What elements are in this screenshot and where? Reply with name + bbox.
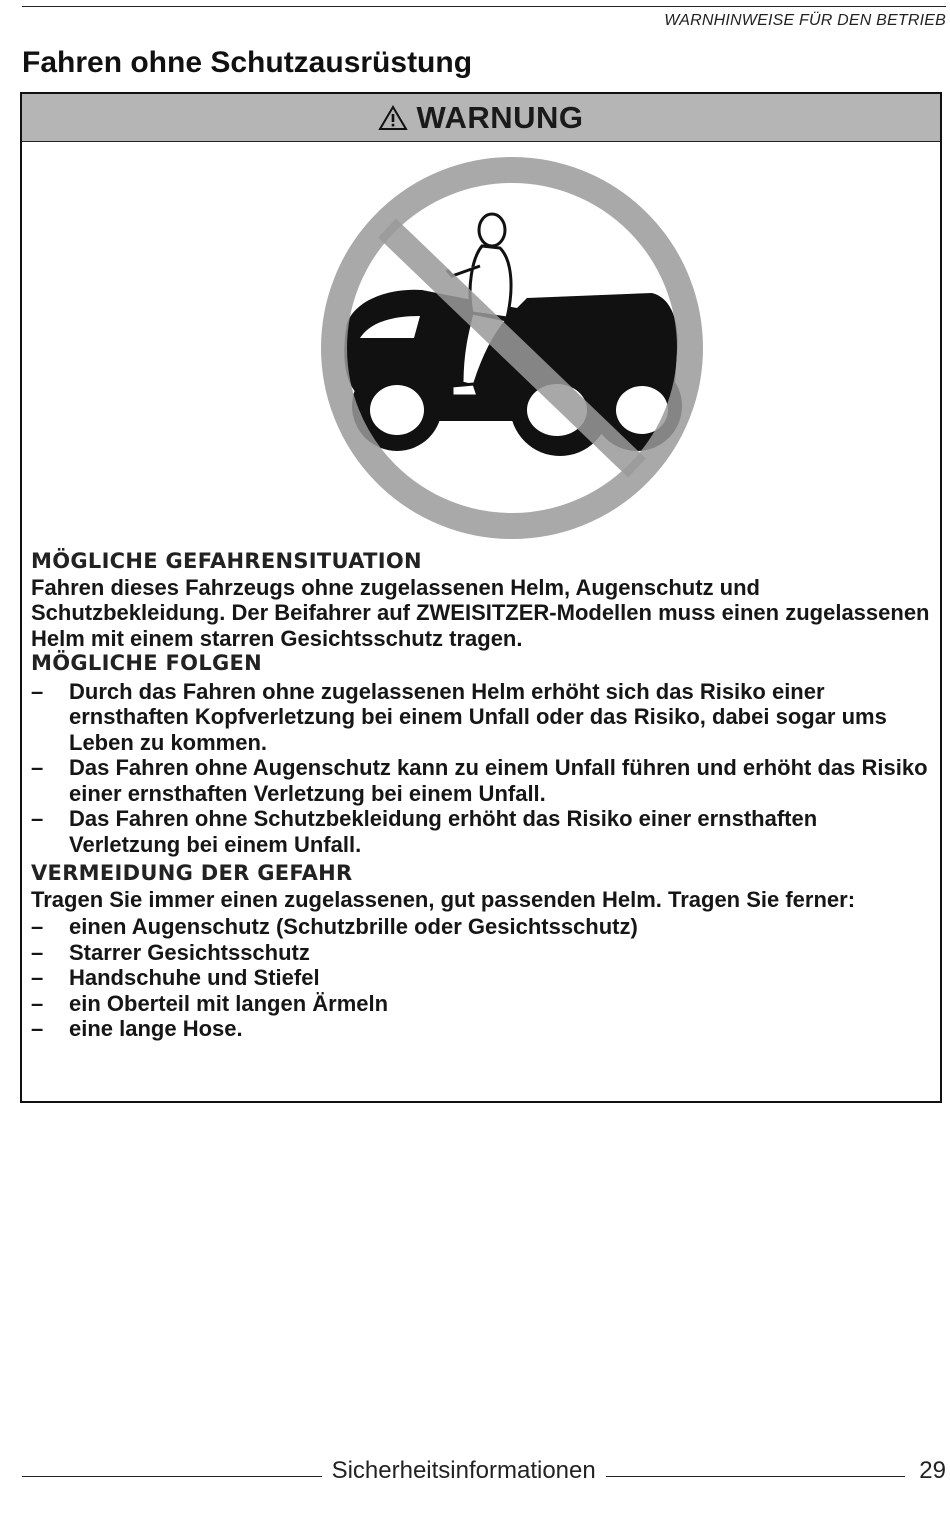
hazard-text: Fahren dieses Fahrzeugs ohne zugelassenen Helm, Augenschutz und Schutzbekleidung. Der Beifahrer auf ZWEISITZER-Modellen muss einen zugelassenen Helm mit einem starren Gesichtsschutz tragen. <box>31 574 930 651</box>
avoidance-list <box>31 914 932 1042</box>
warning-label: WARNUNG <box>416 99 584 135</box>
footer-text: Sicherheitsinformationen <box>331 1457 596 1484</box>
list-item: – Das Fahren ohne Schutzbekleidung erhöht das Risiko einer ernsthaften Verletzung bei einem Unfall. <box>31 806 932 857</box>
section-title: Fahren ohne Schutzausrüstung <box>22 46 473 79</box>
list-item: – einen Augenschutz (Schutzbrille oder Gesichtsschutz) <box>31 914 932 940</box>
warning-content <box>31 549 932 1042</box>
avoidance-text: Tragen Sie immer einen zugelassenen, gut passenden Helm. Tragen Sie ferner: <box>31 886 856 912</box>
consequences-heading: MÖGLICHE FOLGEN <box>31 651 263 675</box>
avoidance-heading: VERMEIDUNG DER GEFAHR <box>31 861 353 885</box>
warning-header <box>22 94 940 142</box>
list-item: – Starrer Gesichtsschutz <box>31 940 932 966</box>
list-item: – ein Oberteil mit langen Ärmeln <box>31 991 932 1017</box>
list-item: – Handschuhe und Stiefel <box>31 965 932 991</box>
footer-rule-right <box>606 1476 906 1477</box>
footer-rule-left <box>22 1476 322 1477</box>
list-item: – Das Fahren ohne Augenschutz kann zu einem Unfall führen und erhöht das Risiko einer ernsthaften Verletzung bei einem Unfall. <box>31 755 932 806</box>
no-riding-without-gear-icon <box>302 148 722 548</box>
warning-triangle-icon <box>378 105 408 131</box>
page-number: 29 <box>919 1457 946 1484</box>
hazard-heading: MÖGLICHE GEFAHRENSITUATION <box>31 549 422 573</box>
page-footer <box>22 1455 946 1485</box>
list-item: – eine lange Hose. <box>31 1016 932 1042</box>
list-item: – Durch das Fahren ohne zugelassenen Helm erhöht sich das Risiko einer ernsthaften Kopfverletzung bei einem Unfall oder das Risiko, dabei sogar ums Leben zu kommen. <box>31 679 932 756</box>
running-header: WARNHINWEISE FÜR DEN BETRIEB <box>664 12 946 29</box>
consequences-list <box>31 679 932 858</box>
warning-box <box>20 92 942 1103</box>
header-rule <box>22 6 946 7</box>
